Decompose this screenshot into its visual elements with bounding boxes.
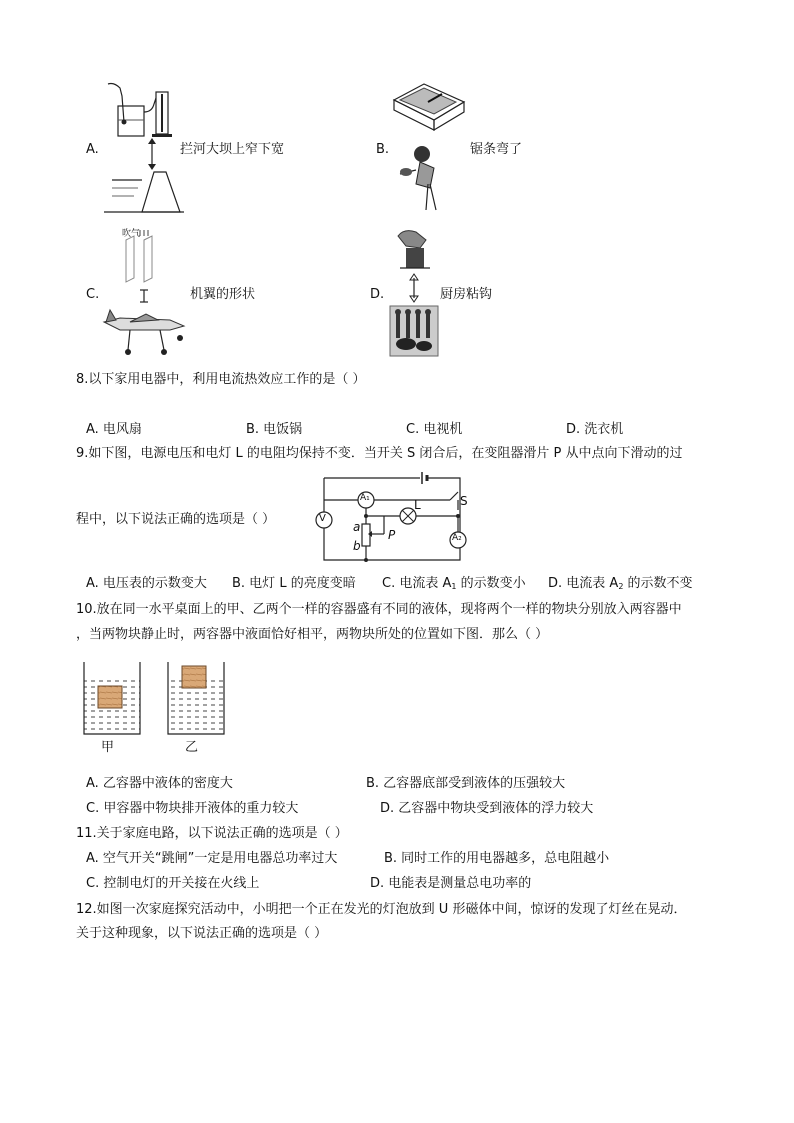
q11-stem: 11.关于家庭电路，以下说法正确的选项是（ ）: [76, 826, 348, 841]
q9-voltmeter-label: V: [319, 513, 326, 524]
option-d-letter: D.: [370, 287, 385, 302]
option-a-caption: 拦河大坝上窄下宽: [180, 142, 285, 157]
q9-point-b-label: b: [353, 539, 361, 553]
fig-b-nail-bed: [390, 80, 472, 216]
q8-option-b: B. 电饭锅: [246, 422, 303, 437]
q9-point-a-label: a: [353, 520, 361, 534]
q10-label-yi: 乙: [185, 740, 199, 755]
q10-option-c: C. 甲容器中物块排开液体的重力较大: [86, 801, 299, 816]
q10-label-jia: 甲: [101, 740, 115, 755]
q10-option-b: B. 乙容器底部受到液体的压强较大: [366, 776, 566, 791]
fig-c-blow-label: 吹气: [122, 229, 141, 239]
q8-stem: 8.以下家用电器中，利用电流热效应工作的是（ ）: [76, 372, 366, 387]
q8-option-d: D. 洗衣机: [566, 422, 624, 437]
option-c-caption: 机翼的形状: [190, 287, 256, 302]
option-d-caption: 厨房粘钩: [440, 287, 493, 302]
q9-ammeter1-label: A₁: [360, 493, 370, 503]
q10-option-d: D. 乙容器中物块受到液体的浮力较大: [380, 801, 594, 816]
q11-option-a: A. 空气开关“跳闸”一定是用电器总功率过大: [86, 851, 338, 866]
q8-option-c: C. 电视机: [406, 422, 463, 437]
fig-c-wing-shape: [100, 226, 188, 360]
q9-lamp-label: L: [414, 498, 421, 512]
q9-slider-p-label: P: [388, 528, 396, 542]
q9-option-d: D. 电流表 $A_2$ 的示数不变: [548, 576, 693, 591]
q11-option-b: B. 同时工作的用电器越多，总电阻越小: [384, 851, 610, 866]
option-a-letter: A.: [86, 142, 99, 157]
q10-stem-line2: ，当两物块静止时，两容器中液面恰好相平，两物块所处的位置如下图．那么（ ）: [76, 627, 549, 642]
option-c-letter: C.: [86, 287, 100, 302]
q8-option-a: A. 电风扇: [86, 422, 142, 437]
q9-stem-line2: 程中，以下说法正确的选项是（ ）: [76, 512, 276, 527]
q9-stem-line1: 9.如下图，电源电压和电灯 L 的电阻均保持不变．当开关 S 闭合后，在变阻器滑片 P 从中点向下滑动的过: [76, 446, 683, 461]
q12-stem-line1: 12.如图一次家庭探究活动中，小明把一个正在发光的灯泡放到 U 形磁体中间，惊讶的发现了灯丝在晃动．: [76, 902, 687, 917]
q11-option-c: C. 控制电灯的开关接在火线上: [86, 876, 260, 891]
q10-option-a: A. 乙容器中液体的密度大: [86, 776, 233, 791]
q11-option-d: D. 电能表是测量总电功率的: [370, 876, 532, 891]
option-b-caption: 锯条弯了: [470, 142, 523, 157]
q9-option-a: A. 电压表的示数变大: [86, 576, 207, 591]
option-b-letter: B.: [376, 142, 390, 157]
q9-option-c: C. 电流表 $A_1$ 的示数变小: [382, 576, 526, 591]
q10-containers-figure: [82, 660, 232, 738]
q9-option-b: B. 电灯 L 的亮度变暗: [232, 576, 356, 591]
q10-stem-line1: 10.放在同一水平桌面上的甲、乙两个一样的容器盛有不同的液体，现将两个一样的物块分别放入两容器中: [76, 602, 682, 617]
q12-stem-line2: 关于这种现象，以下说法正确的选项是（ ）: [76, 926, 328, 941]
q9-ammeter2-label: A₂: [452, 533, 462, 543]
q9-switch-label: S: [460, 494, 468, 508]
fig-d-suction-hook: [386, 226, 442, 360]
q9-circuit-diagram: [312, 474, 470, 568]
fig-a-pressure-dam: [104, 82, 184, 218]
